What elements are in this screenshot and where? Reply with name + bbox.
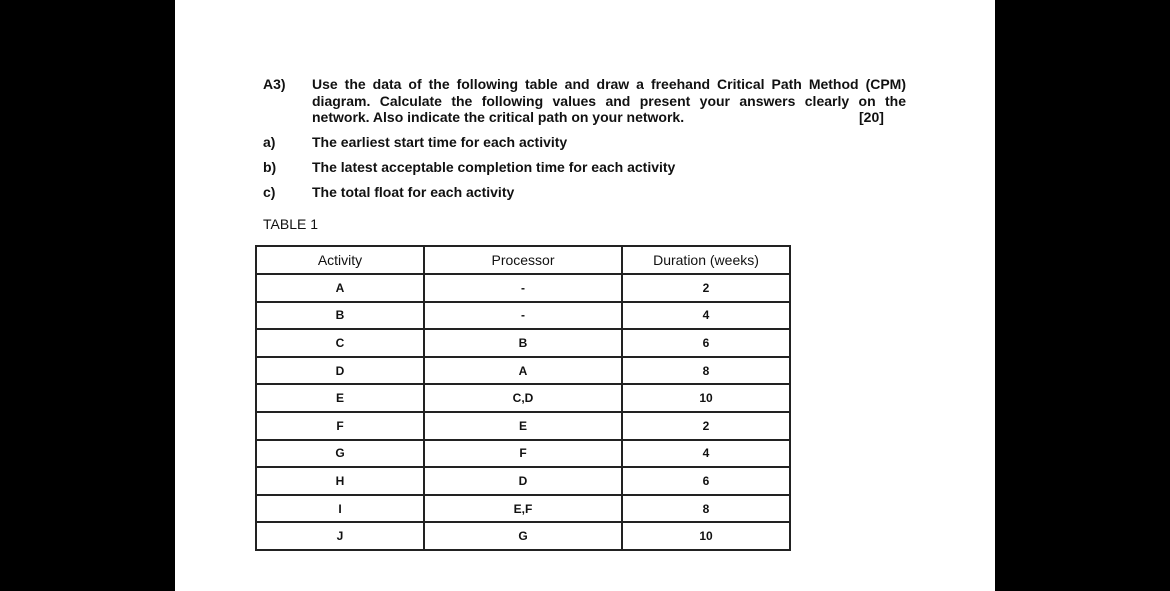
cell-activity: F: [256, 412, 424, 440]
cell-processor: C,D: [424, 384, 622, 412]
table-row: [256, 329, 790, 357]
cell-duration: 2: [622, 274, 790, 302]
table-title: TABLE 1: [263, 216, 318, 232]
cell-processor: E: [424, 412, 622, 440]
cell-processor: D: [424, 467, 622, 495]
table-row: [256, 357, 790, 385]
cell-duration: 6: [622, 467, 790, 495]
question-text: Use the data of the following table and draw a freehand Critical Path Method (CPM) diagram. Calculate the following values and present your answers clearly on the network. Also indicate the critical path on your network.: [312, 76, 906, 125]
table-row: [256, 440, 790, 468]
cell-duration: 8: [622, 357, 790, 385]
table-header-row: [256, 246, 790, 274]
cell-duration: 4: [622, 302, 790, 330]
cell-duration: 2: [622, 412, 790, 440]
table-row: [256, 302, 790, 330]
cell-duration: 4: [622, 440, 790, 468]
subquestion-a-text: The earliest start time for each activity: [312, 134, 568, 150]
header-duration: Duration (weeks): [622, 246, 790, 274]
cell-duration: 10: [622, 384, 790, 412]
cell-duration: 8: [622, 495, 790, 523]
cell-processor: -: [424, 274, 622, 302]
table-row: [256, 522, 790, 550]
cell-activity: E: [256, 384, 424, 412]
question-label: A3): [263, 76, 286, 92]
header-activity: Activity: [256, 246, 424, 274]
cell-processor: B: [424, 329, 622, 357]
table-row: [256, 384, 790, 412]
activity-table: [255, 245, 791, 551]
table-row: [256, 412, 790, 440]
subquestion-c-label: c): [263, 184, 276, 200]
cell-activity: D: [256, 357, 424, 385]
cell-activity: I: [256, 495, 424, 523]
subquestion-a-label: a): [263, 134, 276, 150]
cell-duration: 10: [622, 522, 790, 550]
subquestion-b-text: The latest acceptable completion time for each activity: [312, 159, 676, 175]
subquestion-b-label: b): [263, 159, 277, 175]
document-page: [175, 0, 995, 591]
cell-processor: A: [424, 357, 622, 385]
cell-activity: J: [256, 522, 424, 550]
cell-processor: G: [424, 522, 622, 550]
question-marks: [20]: [859, 109, 884, 125]
cell-activity: C: [256, 329, 424, 357]
table-row: [256, 274, 790, 302]
subquestion-c-text: The total float for each activity: [312, 184, 515, 200]
header-processor: Processor: [424, 246, 622, 274]
cell-duration: 6: [622, 329, 790, 357]
cell-activity: G: [256, 440, 424, 468]
cell-processor: F: [424, 440, 622, 468]
cell-processor: -: [424, 302, 622, 330]
cell-activity: H: [256, 467, 424, 495]
table-row: [256, 495, 790, 523]
table-row: [256, 467, 790, 495]
cell-activity: B: [256, 302, 424, 330]
cell-activity: A: [256, 274, 424, 302]
cell-processor: E,F: [424, 495, 622, 523]
